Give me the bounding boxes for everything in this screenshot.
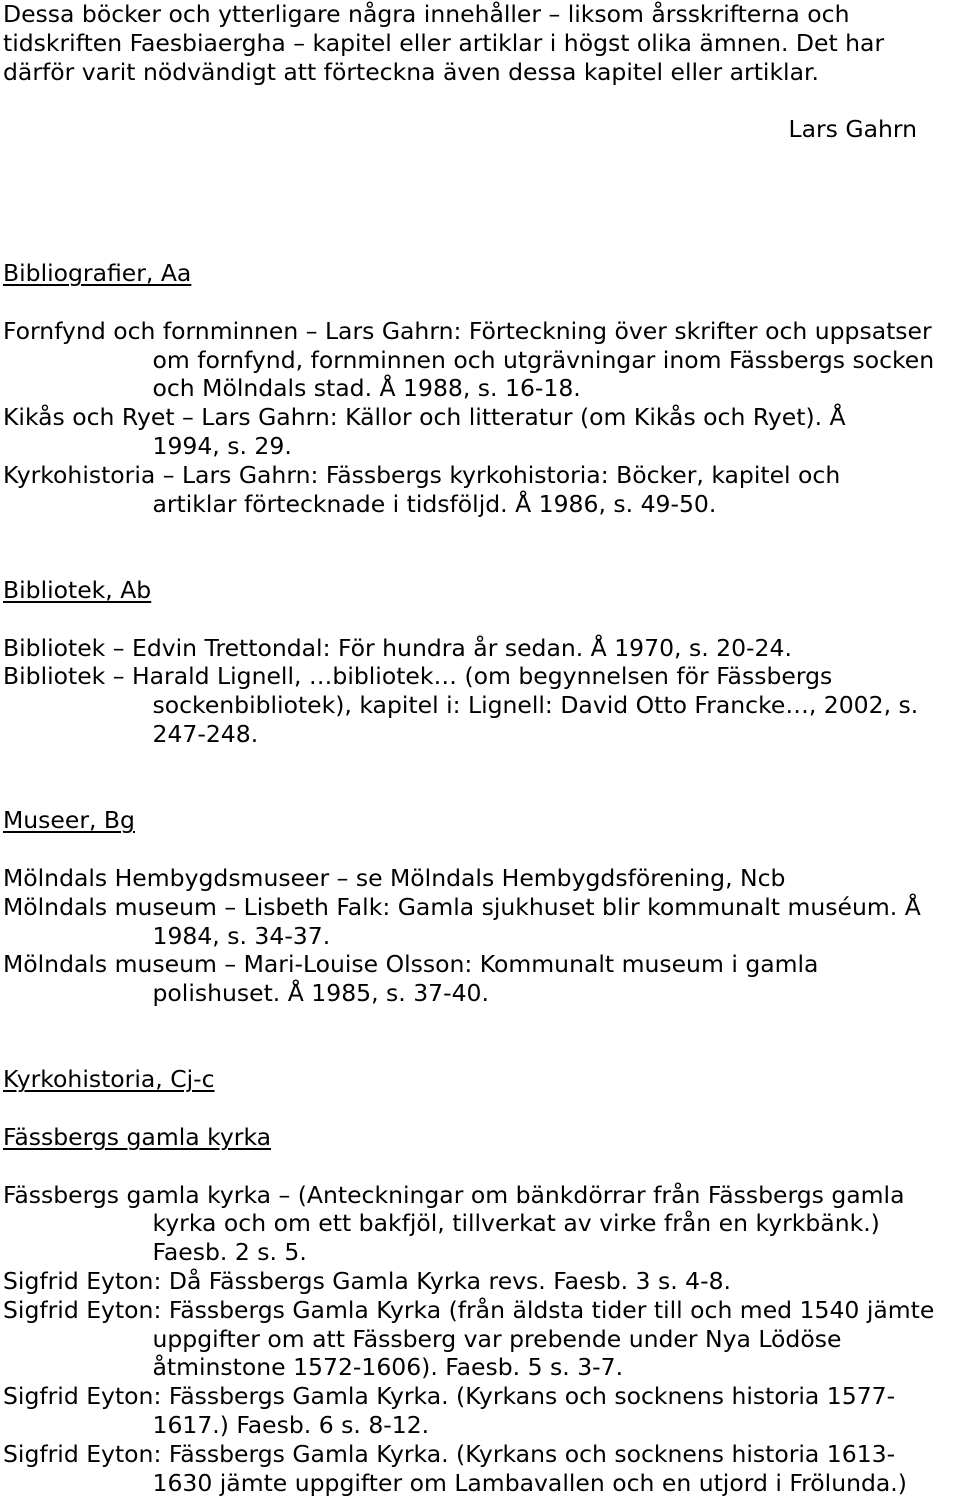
entry-line: Sigfrid Eyton: Fässbergs Gamla Kyrka. (Kyrkans och socknens historia 1577- [3,1382,896,1411]
bibliography-entry [3,1181,960,1267]
author-signature: Lars Gahrn [788,115,917,144]
entry-line: Kikås och Ryet – Lars Gahrn: Källor och litteratur (om Kikås och Ryet). Å [3,403,846,432]
section-bibliografier [3,259,960,518]
bibliography-entry [3,634,960,663]
bibliography-entry [3,662,960,748]
entry-list [3,317,960,519]
section-heading: Bibliotek, Ab [3,575,152,604]
entry-line: polishuset. Å 1985, s. 37-40. [152,979,489,1008]
entry-line: uppgifter om att Fässberg var prebende under Nya Lödöse [152,1324,842,1353]
bibliography-entry [3,1267,960,1296]
entry-list [3,864,960,1008]
bibliography-entry [3,864,960,893]
subsection-heading: Fässbergs gamla kyrka [3,1123,272,1152]
entry-line: Fornfynd och fornminnen – Lars Gahrn: Förteckning över skrifter och uppsatser [3,316,932,345]
entry-line: Sigfrid Eyton: Då Fässbergs Gamla Kyrka revs. Faesb. 3 s. 4-8. [3,1267,732,1296]
bibliography-entry [3,1296,960,1382]
bibliography-entry [3,950,960,1008]
entry-line: Mölndals museum – Mari-Louise Olsson: Kommunalt museum i gamla [3,950,819,979]
intro-paragraph [3,0,960,86]
entry-line: och Mölndals stad. Å 1988, s. 16-18. [152,374,581,403]
entry-line: Bibliotek – Edvin Trettondal: För hundra år sedan. Å 1970, s. 20-24. [3,633,792,662]
section-heading: Kyrkohistoria, Cj-c [3,1065,215,1094]
bibliography-entry [3,1440,960,1498]
bibliography-entry [3,403,960,461]
entry-line: 1617.) Faesb. 6 s. 8-12. [152,1411,430,1440]
section-museer [3,806,960,1008]
entry-line: 1984, s. 34-37. [152,921,331,950]
entry-line: Mölndals museum – Lisbeth Falk: Gamla sjukhuset blir kommunalt muséum. Å [3,892,921,921]
section-kyrkohistoria [3,1065,960,1497]
entry-line: Sigfrid Eyton: Fässbergs Gamla Kyrka. (Kyrkans och socknens historia 1613- [3,1439,896,1468]
bibliography-entry [3,893,960,951]
entry-line: Kyrkohistoria – Lars Gahrn: Fässbergs kyrkohistoria: Böcker, kapitel och [3,460,841,489]
entry-line: 1630 jämte uppgifter om Lambavallen och en utjord i Frölunda.) [152,1468,907,1497]
bibliography-entry [3,461,960,519]
entry-line: sockenbibliotek), kapitel i: Lignell: David Otto Francke…, 2002, s. [152,691,919,720]
entry-line: Sigfrid Eyton: Fässbergs Gamla Kyrka (från äldsta tider till och med 1540 jämte [3,1295,935,1324]
entry-list [3,1181,960,1498]
entry-line: Mölndals Hembygdsmuseer – se Mölndals Hembygdsförening, Ncb [3,863,786,892]
entry-line: Fässbergs gamla kyrka – (Anteckningar om bänkdörrar från Fässbergs gamla [3,1180,905,1209]
entry-line: kyrka och om ett bakfjöl, tillverkat av virke från en kyrkbänk.) [152,1209,880,1238]
entry-line: om fornfynd, fornminnen och utgrävningar inom Fässbergs socken [152,345,935,374]
entry-list [3,634,960,749]
section-bibliotek [3,576,960,749]
intro-line: Dessa böcker och ytterligare några innehåller – liksom årsskrifterna och [3,0,850,28]
intro-line: därför varit nödvändigt att förteckna även dessa kapitel eller artiklar. [3,57,819,86]
entry-line: 247-248. [152,719,259,748]
entry-line: Faesb. 2 s. 5. [152,1238,307,1267]
entry-line: artiklar förtecknade i tidsföljd. Å 1986, s. 49-50. [152,489,717,518]
entry-line: Bibliotek – Harald Lignell, …bibliotek… (om begynnelsen för Fässbergs [3,662,833,691]
section-heading: Museer, Bg [3,806,135,835]
bibliography-entry [3,1382,960,1440]
bibliography-entry [3,317,960,403]
intro-line: tidskriften Faesbiaergha – kapitel eller artiklar i högst olika ämnen. Det har [3,28,885,57]
section-heading: Bibliografier, Aa [3,259,192,288]
entry-line: åtminstone 1572-1606). Faesb. 5 s. 3-7. [152,1353,624,1382]
entry-line: 1994, s. 29. [152,431,292,460]
